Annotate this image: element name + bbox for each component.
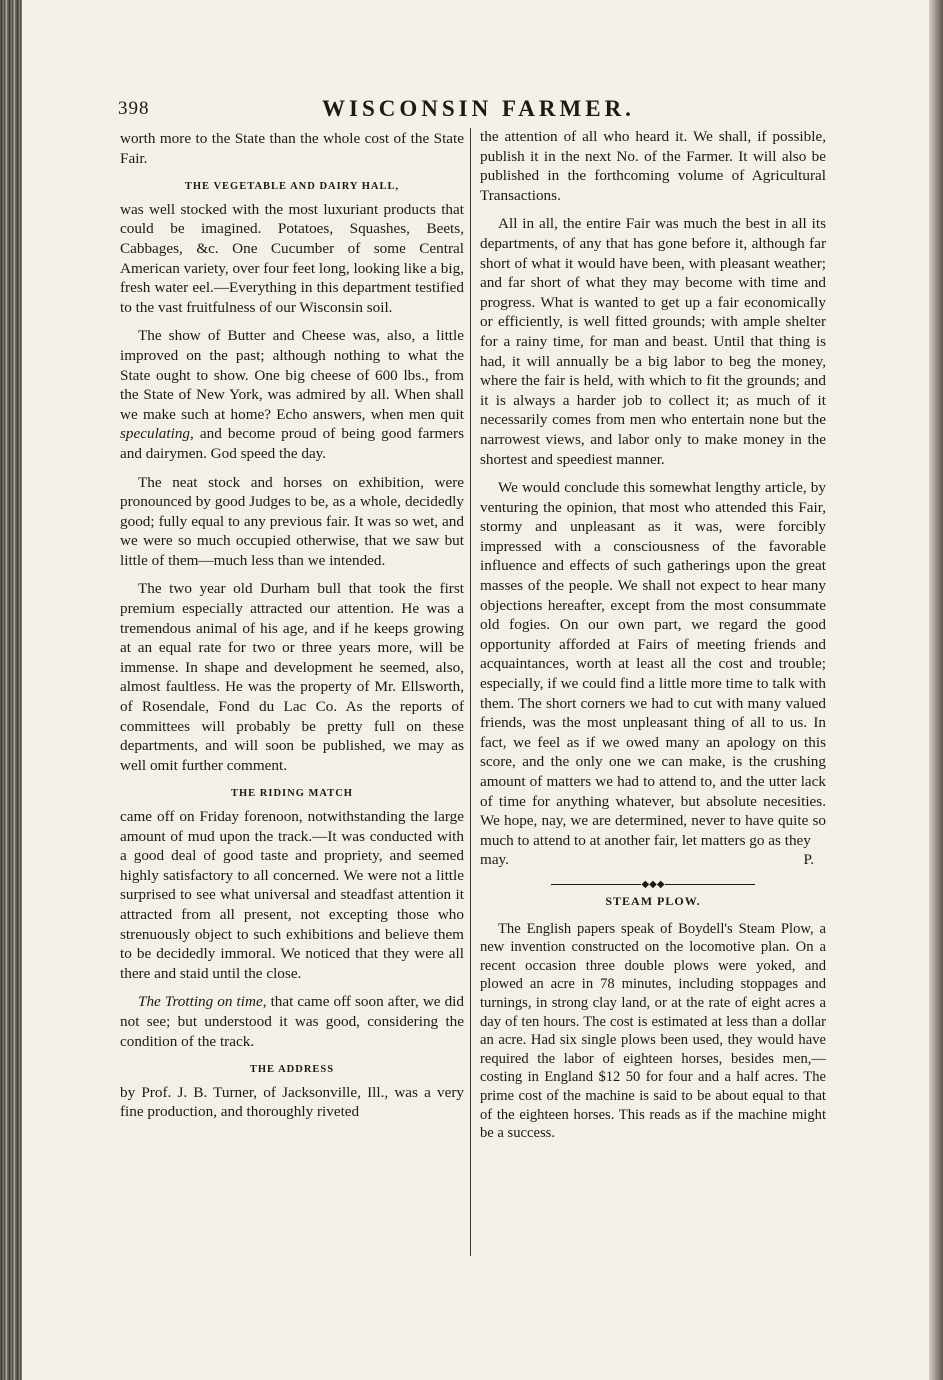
paragraph-continued: the attention of all who heard it. We shall, if possible, publish it in the next No. of the Farmer. It will also be published in the forthcoming volume of Agricultural Transactions. <box>480 128 826 204</box>
closing-word: may. <box>480 851 509 869</box>
paragraph-riding-match: came off on Friday forenoon, notwithstanding the large amount of mud upon the track.—It was conducted with a good deal of good taste and propriety, and seemed highly satisfactory to all concerned. We were not a little surprised to see what universal and steadfast attention it attracted from all present, not excepting those who strenuously object to such exhibitions and believe them to be decidedly immoral. We noticed that they were all there and staid until the close. <box>120 808 464 982</box>
running-title: WISCONSIN FARMER. <box>322 96 635 121</box>
subheading-riding-match: THE RIDING MATCH <box>231 788 353 800</box>
paragraph-butter-text-a: The show of Butter and Cheese was, also, a little improved on the past; although nothing to what the State ought to show. One big cheese of 600 lbs., from the State of New York, was admired by all. When shall we make such at home? Echo answers, when men quit <box>120 327 464 423</box>
column-rule <box>470 128 471 1256</box>
paragraph-vegetable-hall: was well stocked with the most luxuriant products that could be imagined. Potatoes, Squashes, Beets, Cabbages, &c. One Cucumber of some Central American variety, over four feet long, looking like a big, fresh water eel.—Everything in this department testified to the vast fruitfulness of our Wisconsin soil. <box>120 200 464 316</box>
divider-line-right <box>665 884 755 885</box>
right-column <box>480 127 826 1152</box>
page-edge-shadow <box>929 0 943 1380</box>
paragraph-intro: worth more to the State than the whole cost of the State Fair. <box>120 130 464 167</box>
paragraph-butter-emphasis: speculating <box>120 425 191 443</box>
section-divider <box>480 880 826 890</box>
page-number: 398 <box>118 98 150 119</box>
paragraph-trotting-text: , that came off soon after, we did not see; but understood it was good, considering the condition of the track. <box>120 993 464 1050</box>
paragraph-address: by Prof. J. B. Turner, of Jacksonville, Ill., was a very fine production, and thoroughly riveted <box>120 1083 464 1121</box>
divider-ornament: ◆◆◆ <box>641 878 665 890</box>
paragraph-trotting-emphasis: The Trotting on time <box>138 993 263 1011</box>
paragraph-all-in-all: All in all, the entire Fair was much the best in all its departments, of any that has gone before it, although far short of what it would have been, with pleasant weather; and far short of what they may become with time and progress. What is wanted to get up a fair economically or efficiently, is well fitted grounds; with ample shelter for a rainy time, for man and beast. Until that thing is had, it will annually be a big labor to beg the money, where the fair is held, with which to fit the grounds; and it is always a harder job to collect it; as much of it necessarily comes from men who entertain none but the narrowest views, and labor only to make money in the shortest and speediest manner. <box>480 215 826 468</box>
paragraph-steam-plow: The English papers speak of Boydell's Steam Plow, a new invention constructed on the locomotive plan. On a recent occasion three double plows were yoked, and plowed an acre in 78 minutes, including stoppages and turnings, in strong clay land, or at the rate of eight acres a day of ten hours. The cost is estimated at less than a dollar an acre. Had six single plows been used, they would have required the labor of eighteen horses, besides men,—costing in England $12 50 for four and a half acres. The prime cost of the machine is said to be about equal to that of the eighteen horses. This reads as if the machine might be a success. <box>480 920 826 1142</box>
section-title-steam-plow: STEAM PLOW. <box>605 893 701 908</box>
paragraph-neat-stock: The neat stock and horses on exhibition, were pronounced by good Judges to be, as a whole, decidedly good; fully equal to any previous fair. It was so wet, and we were so much occupied otherwise, that we saw but little of them—much less than we intended. <box>120 473 464 569</box>
book-binding-edge <box>0 0 22 1380</box>
paragraph-durham-bull: The two year old Durham bull that took the first premium especially attracted our attention. He was a tremendous animal of his age, and if he keeps growing at an equal rate for two or three years more, will be immense. In shape and development he seemed, also, almost faultless. He was the property of Mr. Ellsworth, of Rosendale, Fond du Lac Co. As the reports of committees will probably be pretty full on these departments, and will soon be published, we may as well omit further comment. <box>120 580 464 774</box>
subheading-vegetable-hall: THE VEGETABLE AND DAIRY HALL, <box>184 181 400 193</box>
author-signature: P. <box>803 851 814 869</box>
paragraph-conclusion: We would conclude this somewhat lengthy article, by venturing the opinion, that most who attended this Fair, stormy and unpleasant as it was, were forcibly impressed with a consciousness of the favorable influence and effects of such gatherings upon the great masses of the people. We shall not expect to hear many objections hereafter, except from the most consummate old fogies. On our own part, we regard the good opportunity afforded at Fairs of meeting friends and acquaintances, worth at least all the cost and trouble; especially, if we could find a little more time to talk with them. The short corners we had to cut with many valued friends, was the most unpleasant thing of all to us. In fact, we feel as if we owed many an apology on this score, and the only one we can make, is the crushing amount of matters we had to attend to, and the utter lack of time for anything whatever, but absolute necesities. We hope, nay, we are determined, never to have quite so much to attend to at another fair, let matters go as they <box>480 479 826 849</box>
signature-line <box>480 850 826 870</box>
paragraph-butter-text-b: , and become proud of being good farmers and dairymen. God speed the day. <box>120 425 464 462</box>
paragraph-trotting <box>120 992 464 1051</box>
page-header <box>118 96 878 126</box>
divider-line-left <box>551 884 641 885</box>
paragraph-butter-cheese <box>120 326 464 463</box>
subheading-address: THE ADDRESS <box>249 1064 335 1076</box>
left-column <box>120 129 464 1131</box>
